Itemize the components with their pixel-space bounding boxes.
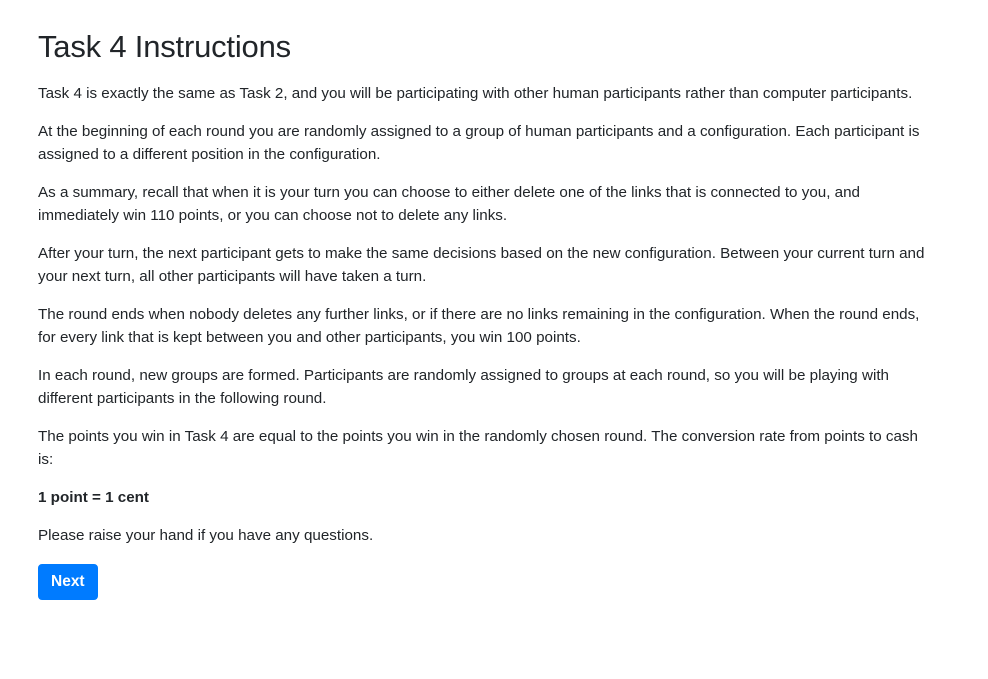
instruction-paragraph-4: After your turn, the next participant gets to make the same decisions based on the new configuration. Between your current turn and your next turn, all other participants will have taken a turn. [38,245,925,286]
instruction-paragraph-5: The round ends when nobody deletes any further links, or if there are no links remaining in the configuration. When the round ends, for every link that is kept between you and other participants, you win 100 points. [38,306,920,347]
page-title: Task 4 Instructions [38,29,291,64]
instruction-paragraph-1: Task 4 is exactly the same as Task 2, and you will be participating with other human participants rather than computer participants. [38,85,913,103]
conversion-rate: 1 point = 1 cent [38,489,149,507]
instruction-paragraph-3: As a summary, recall that when it is your turn you can choose to either delete one of the links that is connected to you, and immediately win 110 points, or you can choose not to delete any links. [38,184,860,225]
instruction-paragraph-6: In each round, new groups are formed. Participants are randomly assigned to groups at each round, so you will be playing with different participants in the following round. [38,367,889,408]
instruction-paragraph-7: The points you win in Task 4 are equal to the points you win in the randomly chosen round. The conversion rate from points to cash is: [38,428,918,469]
instructions-container [38,28,933,600]
next-button[interactable]: Next [38,564,98,600]
instruction-paragraph-2: At the beginning of each round you are randomly assigned to a group of human participants and a configuration. Each participant is assigned to a different position in the configuration. [38,123,920,164]
closing-note: Please raise your hand if you have any questions. [38,527,374,545]
